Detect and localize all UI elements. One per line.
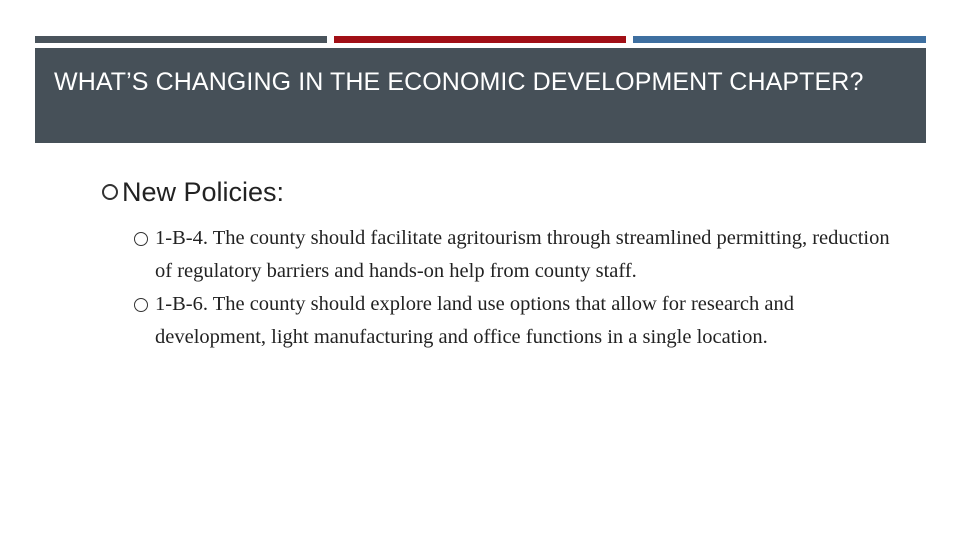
ring-bullet-icon [134, 232, 148, 246]
list-item [134, 222, 920, 288]
policies-heading-row [100, 172, 920, 212]
policy-text: 1-B-6. The county should explore land use options that allow for research and development, light manufacturing and office functions in a single location. [155, 293, 794, 348]
accent-bar-middle [334, 36, 626, 43]
policy-text: 1-B-4. The county should facilitate agritourism through streamlined permitting, reduction of regulatory barriers and hands-on help from county staff. [155, 227, 890, 282]
title-box [35, 48, 926, 143]
accent-bar-left [35, 36, 327, 43]
accent-bar-right [633, 36, 926, 43]
content-body [100, 172, 920, 354]
policy-list [134, 222, 920, 354]
list-item [134, 288, 920, 354]
slide-title: WHAT’S CHANGING IN THE ECONOMIC DEVELOPMENT CHAPTER? [54, 68, 864, 96]
policies-heading: New Policies: [122, 176, 285, 207]
ring-bullet-icon [134, 298, 148, 312]
ring-bullet-icon [102, 184, 118, 200]
